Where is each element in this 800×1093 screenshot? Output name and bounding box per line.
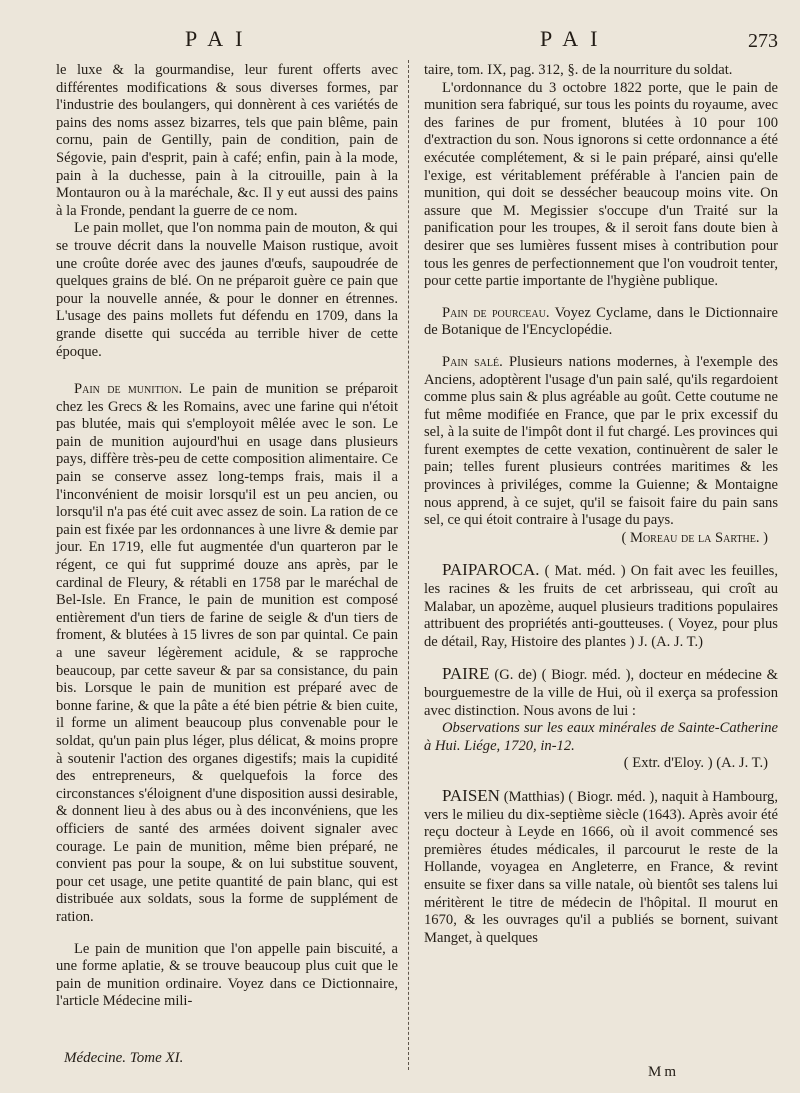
- spacer: [424, 340, 778, 354]
- spacer: [424, 773, 778, 787]
- spacer: [56, 361, 398, 381]
- paragraph-ordonnance: L'ordonnance du 3 octobre 1822 porte, que le pain de munition sera fabriqué, sur tous les points du royaume, avec des farines de pur froment, blutées à 10 pour 100 d'extraction du son. Nous ignorons si cette ordonnance a été exécutée complétement, & si le pain préparé, ainsi qu'elle l'exige, est véritablement préférable à l'ancien pain de munition, qui doit se dessécher beaucoup moins vite. On assure que M. Megissier s'occupe d'un Traité sur la panification pour les troupes, & il seroit fans doute bien à desirer que ses lumières fussent mises à contribution pour tous les genres de perfectionnement que l'on voudroit tenter, pour cette partie importante de l'hygiène publique.: [424, 79, 778, 290]
- paragraph-luxury-breads: le luxe & la gourmandise, leur furent offerts avec différentes modifications & sous diverses formes, par l'industrie des boulangers, qui donnèrent à ces variétés de pains des noms assez bizarres, tels que pain blême, pain cornu, pain de Gentilly, pain de condition, pain de Ségovie, pain d'esprit, pain à café; enfin, pain à la mode, pain à la duchesse, pain à la citrouille, pain à la Montauron ou à la maréchale, &c. Il y eut aussi des pains à la Fronde, pendant la guerre de ce nom.: [56, 62, 398, 219]
- entry-text: (G. de) ( Biogr. méd. ), docteur en médecine & bourguemestre de la ville de Hui, où il exerça sa profession avec distinction. Nous avons de lui :: [424, 667, 778, 719]
- book-title-text: Observations sur les eaux minérales de Sainte-Catherine à Hui. Liége, 1720, in-12.: [424, 720, 778, 754]
- signature-mark: Mm: [648, 1064, 680, 1080]
- column-divider: [408, 60, 409, 1070]
- entry-heading: PAISEN: [442, 785, 500, 805]
- footer-volume: [64, 1050, 183, 1067]
- spacer: [56, 927, 398, 941]
- paragraph-continuation: taire, tom. IX, pag. 312, §. de la nourriture du soldat.: [424, 62, 733, 78]
- entry-text: Voyez Cyclame, dans le Dictionnaire de Botanique de l'Encyclopédie.: [424, 304, 779, 339]
- spacer: [424, 291, 778, 305]
- footer-volume-text: Médecine. Tome XI.: [64, 1050, 184, 1066]
- paragraph-paisen: [424, 787, 778, 947]
- author-signature: ( Moreau de la Sarthe. ): [621, 529, 768, 546]
- spacer: [424, 651, 778, 665]
- spacer: [424, 547, 778, 561]
- paragraph-pain-mollet: Le pain mollet, que l'on nomma pain de mouton, & qui se trouve décrit dans la nouvelle Maison rustique, avoit une croûte dorée avec des jaunes d'œufs, saupoudrée de quelques grains de blé. On ne préparoit guère ce pain que pour la nouvelle année, & pour le donner en étrennes. L'usage des pains mollets fut défendu en 1709, dans la grande disette qui succéda au terrible hiver de cette époque.: [56, 220, 398, 360]
- page-number: 273: [748, 30, 778, 52]
- entry-heading: PAIPAROCA.: [442, 560, 540, 580]
- source-signature: ( Extr. d'Eloy. ) (A. J. T.): [623, 755, 768, 772]
- paragraph-pain-biscuite: Le pain de munition que l'on appelle pain biscuité, a une forme aplatie, & se trouve beaucoup plus cuit que le pain de munition ordinaire. Voyez dans ce Dictionnaire, l'article Médecine mili-: [56, 940, 398, 1010]
- entry-heading: Pain de pourceau.: [442, 304, 550, 321]
- book-title: [424, 720, 778, 755]
- entry-text: Plusieurs nations modernes, à l'exemple des Anciens, adoptèrent l'usage d'un pain salé, qu'ils regardoient comme plus sain & plus agréable au goût. Cette coutume ne fut même modifiée en France, que par le prix excessif du sel, à la suite de l'impôt dont il fut chargé. Les provinces qui furent exemptes de cette vexation, continuèrent de saler le pain; telles furent plusieurs contrées maritimes & les provinces à priviléges, comme la Guienne; & Montaigne nous apprend, à ce sujet, qu'il se faisoit faire du pain sans sel, ce qui étoit contraire à l'usage du pays.: [424, 353, 778, 529]
- right-column: [424, 62, 778, 947]
- entry-heading: PAIRE: [442, 664, 490, 684]
- running-head-left: PAI: [185, 26, 255, 51]
- left-column: [56, 62, 398, 1011]
- paragraph-paire: [424, 665, 778, 720]
- paragraph-paiparoca: [424, 561, 778, 651]
- paragraph-pain-munition: [56, 381, 398, 926]
- entry-text: (Matthias) ( Biogr. méd. ), naquit à Hambourg, vers le milieu du dix-septième siècle (1643). Après avoir été reçu docteur à Leyde en 1666, où il avoit commencé ses premières études médicales, il parcourut le reste de la Hollande, voyagea en Angleterre, en France, & revint ensuite se fixer dans sa ville natale, où bientôt ses talens lui méritèrent le titre de médecin de l'hôpital. Il mourut en 1670, & les ouvrages qu'il a publiés se bornent, suivant Manget, à quelques: [424, 788, 779, 946]
- paragraph-pain-pourceau: [424, 305, 778, 340]
- running-head-right: PAI: [540, 26, 610, 51]
- entry-text: Le pain de munition se préparoit chez les Grecs & les Romains, avec une farine qui n'étoit pas blutée, mais qui s'employoit mêlée avec le son. Le pain de munition aujourd'hui en usage dans plusieurs pays, diffère très-peu de cette composition alimentaire. Ce pain se conserve assez long-temps frais, mais il a l'inconvénient de moisir lorsqu'il est un peu ancien, ou lorsqu'il n'a pas été cuit avec assez de soin. La ration de ce pain est fixée par les ordonnances à une livre & demie par jour. En 1719, elle fut augmentée d'un quarteron par le régent, ce qui fut supprimé douze ans après, par le cardinal de Fleury, & rétabli en 1758 par le maréchal de Bel-Isle. En France, le pain de munition est composé entièrement d'un tiers de farine de seigle & d'un tiers de froment, & blutées à 15 livres de son par quintal. Ce pain a une saveur légèrement acidule, & se rapproche beaucoup, par cette saveur & par sa consistance, du pain bis. Lorsque le pain de munition est préparé avec de bonne farine, & que la pâte a été bien pétrie & bien cuite, il forme un aliment beaucoup plus convenable pour le soldat, qu'un pain plus léger, plus délicat, & moins propre à soutenir l'action des organes digestifs; mais la cupidité des entrepreneurs, & quelquefois la force des circonstances s'éloignent d'une disposition aussi desirable, & donnent lieu à des abus ou à des inconvéniens, que les officiers de santé des armées doivent signaler avec courage. Le pain de munition, même bien préparé, ne convient pas pour la soupe, & on lui substitue souvent, pour cet usage, une petite quantité de pain blanc, qui est distribuée aux soldats, sous la forme de supplément de ration.: [56, 381, 398, 925]
- entry-heading: Pain salé.: [442, 353, 503, 370]
- entry-heading: Pain de munition.: [74, 381, 183, 398]
- paragraph-pain-sale: [424, 354, 778, 530]
- entry-text: ( Mat. méd. ) On fait avec les feuilles, les racines & les fruits de cet arbrisseau, qui croît au Malabar, un apozème, auquel plusieurs traditions populaires attribuent des propriétés anti-goutteuses. ( Voyez, pour plus de détail, Ray, Histoire des plantes ) J. (A. J. T.): [424, 563, 778, 650]
